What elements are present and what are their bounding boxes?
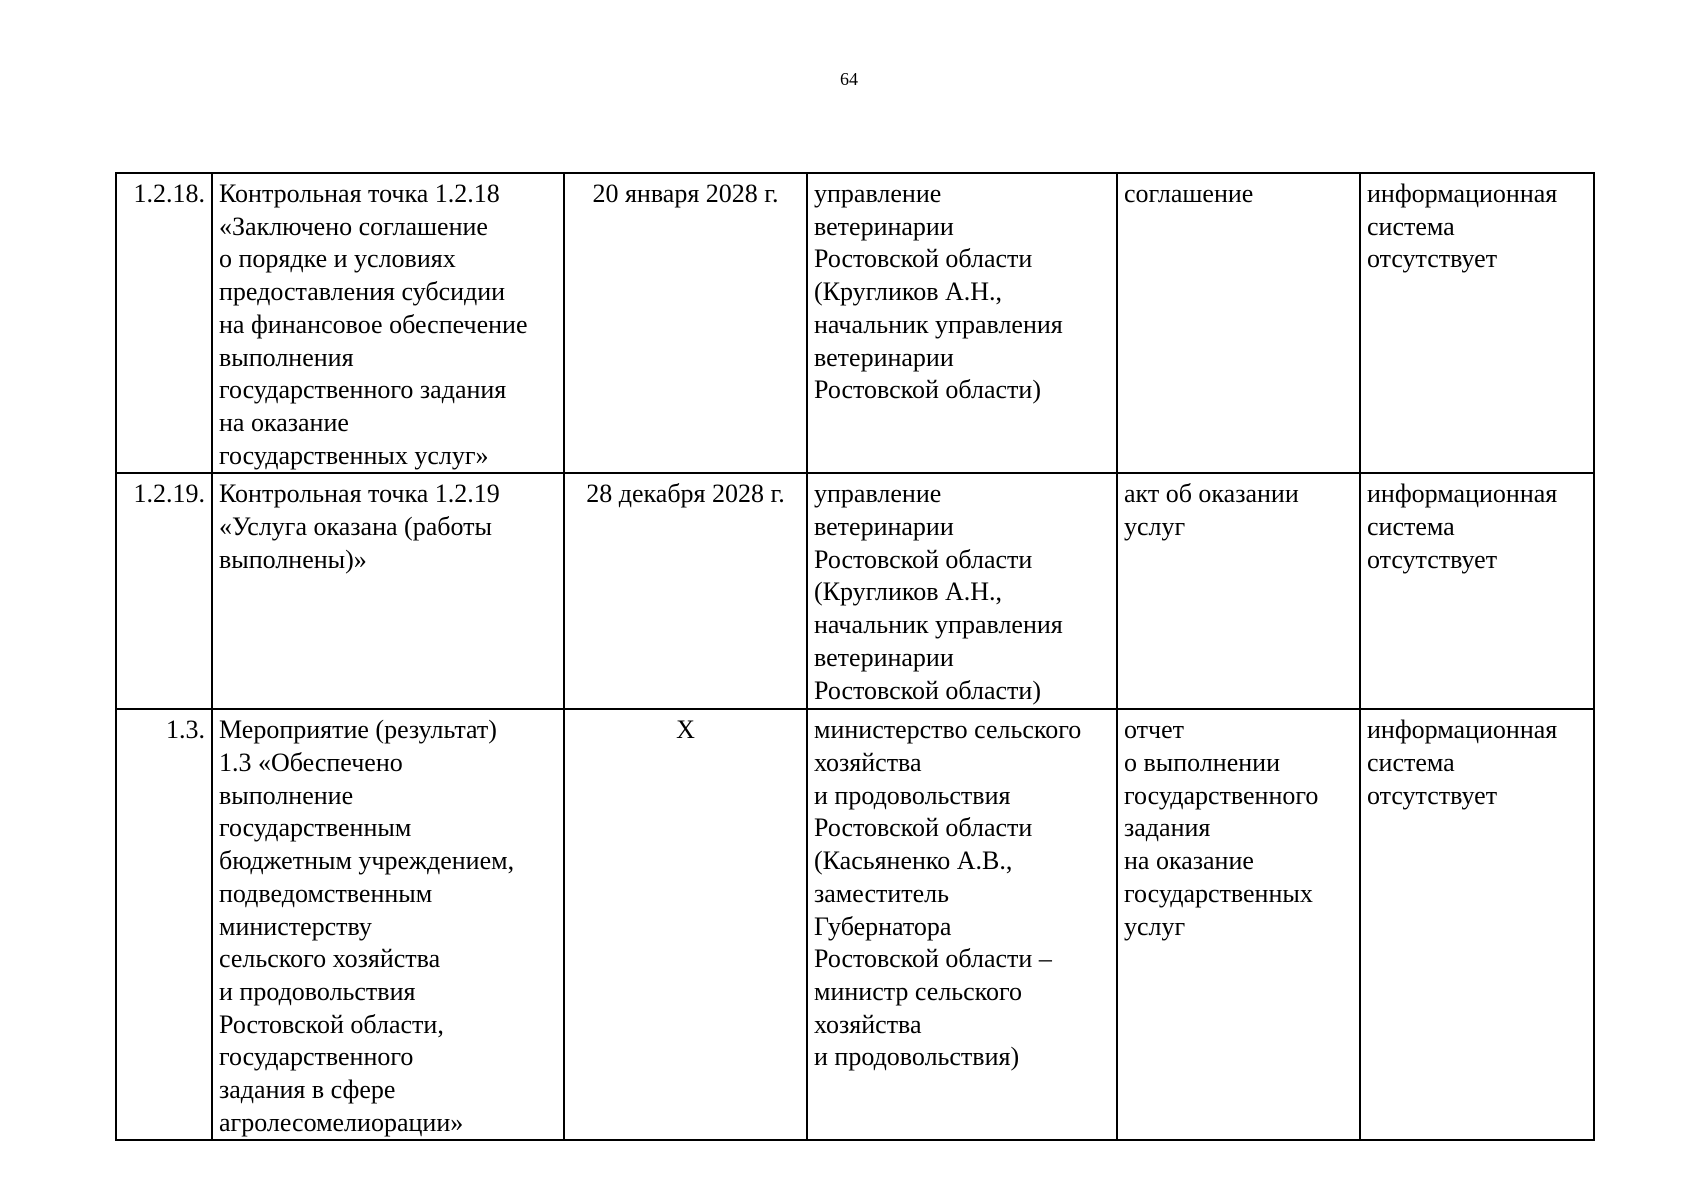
event-name-cell: Контрольная точка 1.2.19 «Услуга оказана (работы выполнены)» <box>212 473 564 709</box>
row-number-cell: 1.3. <box>116 709 212 1140</box>
info-system-cell: информационная система отсутствует <box>1360 173 1594 473</box>
control-points-table <box>115 172 1595 1141</box>
responsible-cell: министерство сельского хозяйства и продовольствия Ростовской области (Касьяненко А.В., заместитель Губернатора Ростовской области – министр сельского хозяйства и продовольствия) <box>807 709 1117 1140</box>
document-type-cell: акт об оказании услуг <box>1117 473 1360 709</box>
document-type-cell: соглашение <box>1117 173 1360 473</box>
page-number: 64 <box>840 69 858 89</box>
table-row <box>116 173 1594 473</box>
row-number-cell: 1.2.19. <box>116 473 212 709</box>
table-row <box>116 709 1594 1140</box>
deadline-cell: 28 декабря 2028 г. <box>564 473 807 709</box>
responsible-cell: управление ветеринарии Ростовской области (Кругликов А.Н., начальник управления ветеринарии Ростовской области) <box>807 173 1117 473</box>
table-row <box>116 473 1594 709</box>
deadline-cell: 20 января 2028 г. <box>564 173 807 473</box>
row-number-cell: 1.2.18. <box>116 173 212 473</box>
deadline-cell: Х <box>564 709 807 1140</box>
info-system-cell: информационная система отсутствует <box>1360 709 1594 1140</box>
document-type-cell: отчет о выполнении государственного задания на оказание государственных услуг <box>1117 709 1360 1140</box>
responsible-cell: управление ветеринарии Ростовской области (Кругликов А.Н., начальник управления ветеринарии Ростовской области) <box>807 473 1117 709</box>
event-name-cell: Мероприятие (результат) 1.3 «Обеспечено выполнение государственным бюджетным учреждением, подведомственным министерству сельского хозяйства и продовольствия Ростовской области, государственного задания в сфере агролесомелиорации» <box>212 709 564 1140</box>
event-name-cell: Контрольная точка 1.2.18 «Заключено соглашение о порядке и условиях предоставления субсидии на финансовое обеспечение выполнения государственного задания на оказание государственных услуг» <box>212 173 564 473</box>
info-system-cell: информационная система отсутствует <box>1360 473 1594 709</box>
